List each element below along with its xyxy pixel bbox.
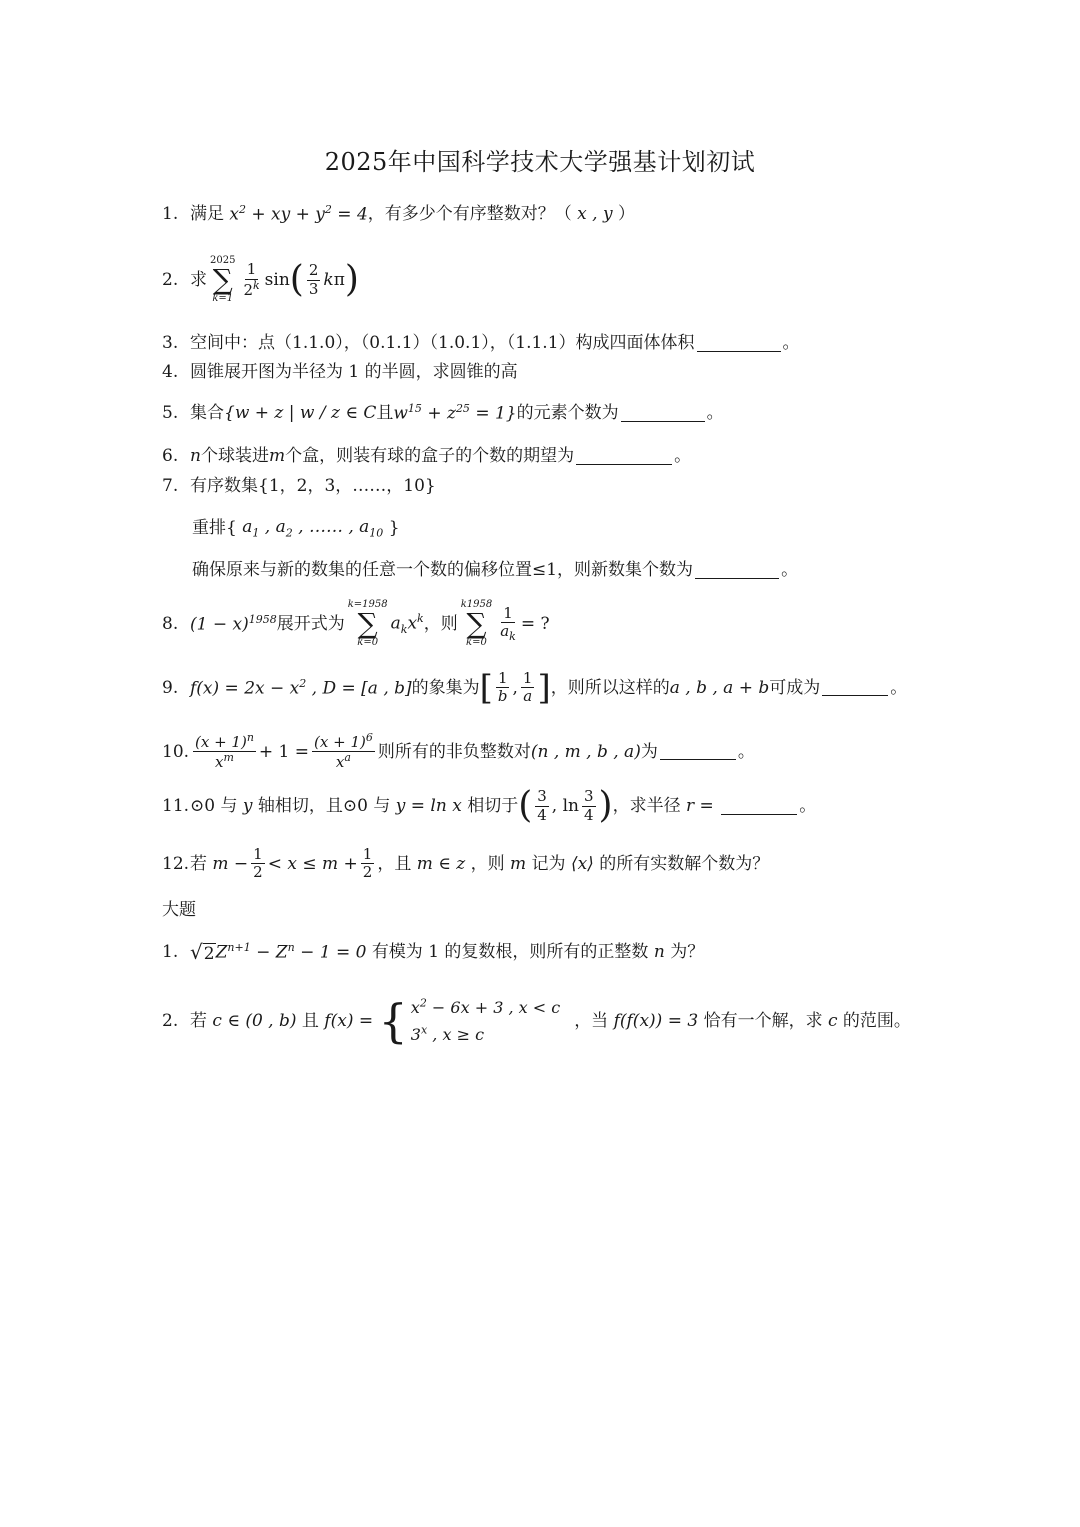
section-heading: 大题 (162, 900, 196, 920)
answer-blank[interactable] (695, 562, 779, 579)
big-problem-2: 2. 若 c ∈ (0 , b) 且 f(x) = { $x^2 - 6x + 3$ , x < c 3$^x$ , x ≥ c ，当 f(f(x)) = 3 恰有一个解，求 c 的范围。 (162, 994, 911, 1049)
answer-blank[interactable] (621, 405, 705, 422)
problem-7-line-1: 7. 有序数集{1，2，3，……，10} (162, 476, 436, 496)
summation: 2025 ∑ k=1 (210, 255, 236, 304)
answer-blank[interactable] (576, 448, 672, 465)
problem-6: 6. n 个球装进 m 个盒，则装有球的盒子的个数的期望为 。 (162, 446, 692, 466)
answer-blank[interactable] (660, 743, 736, 760)
problem-5: 5. 集合 {w + z | w / z ∈ C 且 $w^{15} + z^{25} = 1$} 的元素个数为 。 (162, 402, 724, 424)
answer-blank[interactable] (822, 679, 888, 696)
summation: k=1958 ∑ k=0 (347, 599, 388, 648)
problem-4: 4. 圆锥展开图为半径为 1 的半圆，求圆锥的高 (162, 362, 518, 382)
answer-blank[interactable] (721, 798, 797, 815)
page-title: 2025年中国科学技术大学强基计划初试 (324, 148, 756, 176)
problem-1: 1. 满足 $x^2$ + xy + $y^2 = 4$ ，有多少个有序整数对？（ x , y ） (162, 203, 635, 225)
piecewise-function: $x^2 - 6x + 3$ , x < c 3$^x$ , x ≥ c (410, 996, 561, 1045)
summation: k1958 ∑ k=0 (460, 599, 493, 648)
problem-7-line-2: 重排{ $a_1$ , $a_2$ , …… , $a_{10}$ } (192, 517, 400, 540)
problem-2: 2. 求 2025 ∑ k=1 $\frac{1}{2^k}$ sin ( $\frac{2}{3}$ k π ) (162, 255, 359, 304)
big-problem-1: 1. √ 2 $Z^{n+1} - Z^n - 1 = 0$ 有模为 1 的复数根，则所有的正整数 n 为？ (162, 940, 705, 964)
problem-8: 8. $(1 - x)^{1958}$ 展开式为 k=1958 ∑ k=0 $a_kx^k$ ，则 k1958 ∑ k=0 $\frac{1}{a_k}$ = ? (162, 599, 550, 648)
problem-11: 11. ⊙0 与 y 轴相切，且⊙0 与 y = ln x 相切于 ( $\frac{3}{4}$ , ln $\frac{3}{4}$ ) ，求半径 r = 。 (162, 785, 817, 826)
equation: $x^2$ + xy + $y^2 = 4$ (224, 203, 368, 225)
problem-9: 9. $f(x) = 2x - x^2$ , D = [a , b] 的象集为 [ $\frac{1}{b}$ , $\frac{1}{a}$ ] ，则所以这样的 a , b , a + b 可成为 。 (162, 667, 908, 708)
answer-blank[interactable] (697, 335, 781, 352)
problem-10: 10. $\frac{(x + 1)^n}{x^m}$ + 1 = $\frac{(x + 1)^6}{x^a}$ 则所有的非负整数对 (n , m , b , a) 为 。 (162, 731, 755, 772)
problem-12: 12. 若 m − $\frac{1}{2}$ < x ≤ m + $\frac{1}{2}$ ，且 m ∈ z ，则 m 记为 ⟨x⟩ 的所有实数解个数为？ (162, 845, 770, 882)
problem-3: 3. 空间中：点（1.1.0），（0.1.1）（1.0.1），（1.1.1）构成四面体体积 。 (162, 333, 800, 353)
problem-7-line-3: 确保原来与新的数集的任意一个数的偏移位置≤1，则新数集个数为 。 (192, 560, 799, 580)
